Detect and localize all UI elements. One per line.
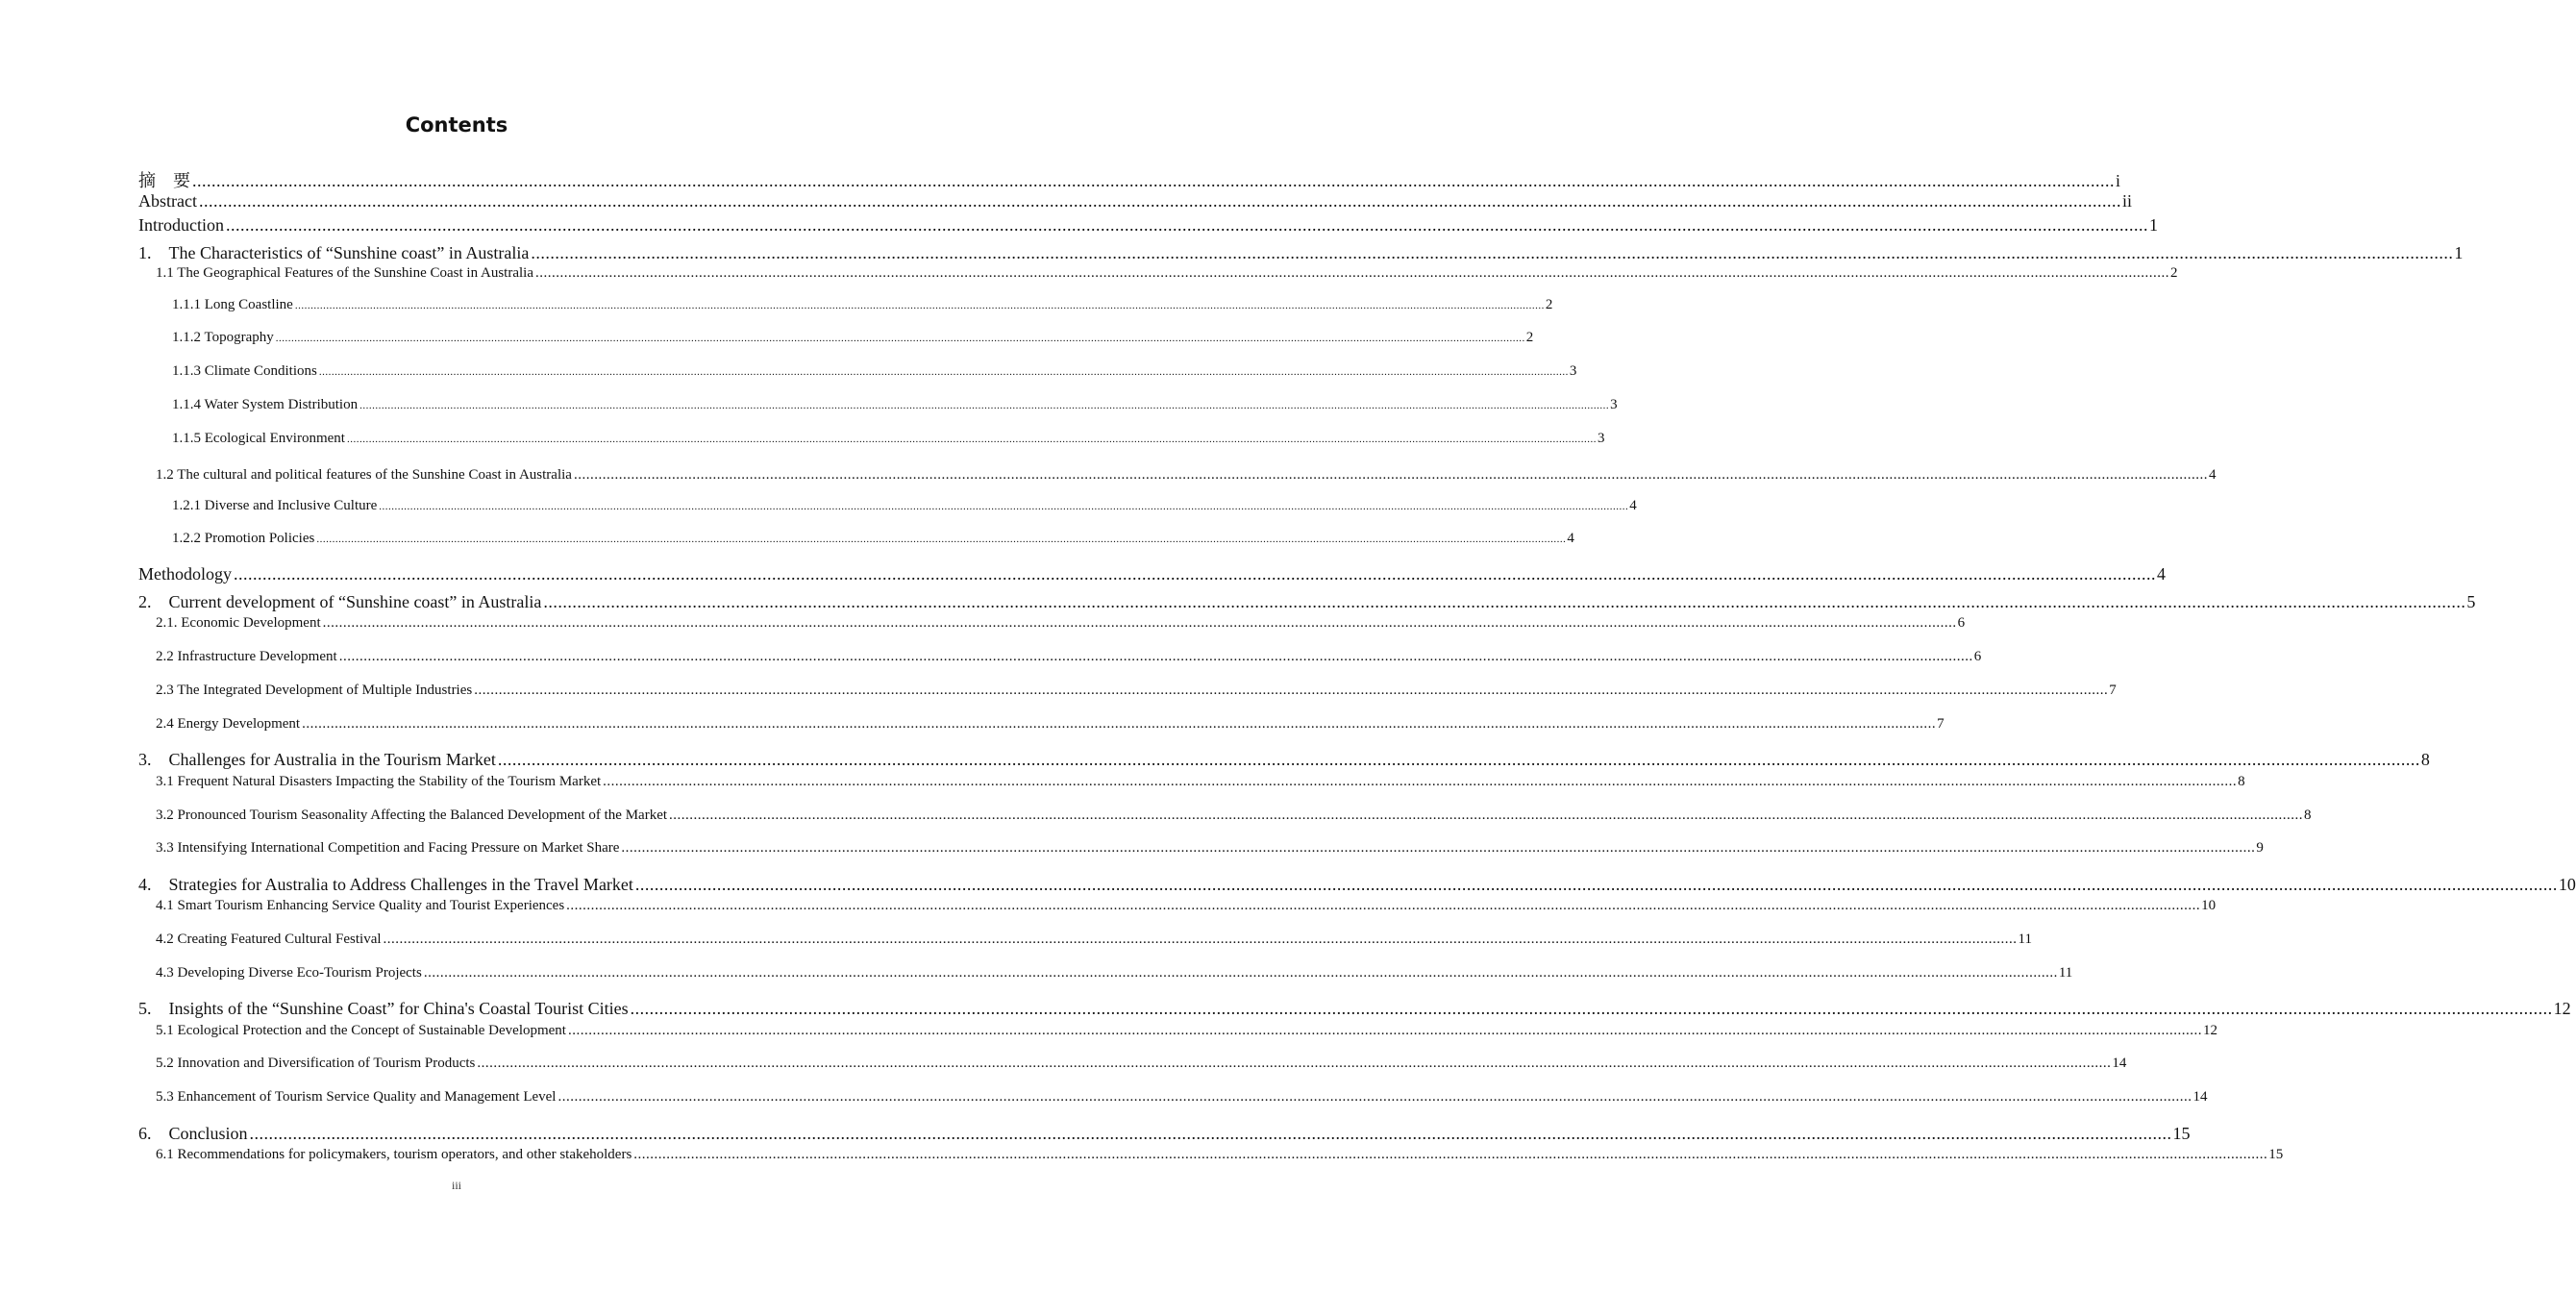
- toc-entry-label: 4.3 Developing Diverse Eco-Tourism Projects: [156, 965, 422, 981]
- toc-leader-dots: ................................................................................................................................................................................................................................................................................................................................................................................................................: [275, 333, 1525, 344]
- toc-entry-page-number: ii: [2121, 191, 2132, 211]
- toc-entry-label: 1.1.2 Topography: [172, 330, 274, 345]
- toc-entry-page-number: 14: [2192, 1089, 2208, 1105]
- toc-entry-label: 6. Conclusion: [138, 1124, 248, 1143]
- toc-leader-dots: ................................................................................................................................................................................................................................................................................................................................................................................................................: [477, 1056, 2112, 1071]
- toc-entry[interactable]: [156, 898, 2217, 914]
- toc-entry-label: 3. Challenges for Australia in the Tourism Market: [138, 750, 496, 769]
- toc-entry[interactable]: [138, 215, 2158, 236]
- contents-title: Contents: [405, 113, 508, 137]
- toc-entry-page-number: 2: [1545, 297, 1553, 312]
- toc-entry[interactable]: [156, 840, 2264, 857]
- toc-entry-label: 3.3 Intensifying International Competition and Facing Pressure on Market Share: [156, 840, 620, 856]
- toc-entry-page-number: 4: [2208, 467, 2217, 483]
- toc-entry-label: 5.3 Enhancement of Tourism Service Quality and Management Level: [156, 1089, 557, 1105]
- toc-entry-label: 6.1 Recommendations for policymakers, tourism operators, and other stakeholders: [156, 1147, 632, 1162]
- toc-entry-label: Methodology: [138, 564, 232, 584]
- toc-entry-page-number: 3: [1610, 397, 1618, 412]
- toc-entry[interactable]: [156, 774, 2245, 790]
- toc-leader-dots: ................................................................................................................................................................................................................................................................................................................................................................................................................: [633, 1147, 2268, 1162]
- toc-entry[interactable]: [138, 871, 2576, 896]
- toc-leader-dots: ................................................................................................................................................................................................................................................................................................................................................................................................................: [566, 898, 2201, 913]
- toc-entry-page-number: 8: [2238, 774, 2245, 789]
- toc-entry[interactable]: [156, 615, 1966, 632]
- toc-entry[interactable]: [172, 397, 1618, 413]
- toc-entry-page-number: 7: [1937, 716, 1944, 732]
- toc-entry-label: Introduction: [138, 215, 224, 235]
- toc-leader-dots: ................................................................................................................................................................................................................................................................................................................................................................................................................: [630, 999, 2553, 1018]
- toc-entry-label: 1.1 The Geographical Features of the Sunshine Coast in Australia: [156, 265, 533, 281]
- toc-leader-dots: ................................................................................................................................................................................................................................................................................................................................................................................................................: [192, 171, 2115, 190]
- toc-leader-dots: ................................................................................................................................................................................................................................................................................................................................................................................................................: [294, 300, 1545, 311]
- toc-leader-dots: ................................................................................................................................................................................................................................................................................................................................................................................................................: [234, 564, 2156, 584]
- toc-entry[interactable]: [172, 363, 1577, 380]
- toc-leader-dots: ................................................................................................................................................................................................................................................................................................................................................................................................................: [198, 191, 2121, 211]
- toc-entry-label: 4.1 Smart Tourism Enhancing Service Quality and Tourist Experiences: [156, 898, 565, 913]
- toc-entry-page-number: 11: [2058, 965, 2073, 981]
- toc-leader-dots: ................................................................................................................................................................................................................................................................................................................................................................................................................: [603, 774, 2238, 789]
- toc-entry-page-number: 4: [1629, 498, 1637, 513]
- toc-leader-dots: ................................................................................................................................................................................................................................................................................................................................................................................................................: [497, 750, 2420, 769]
- toc-leader-dots: ................................................................................................................................................................................................................................................................................................................................................................................................................: [573, 467, 2208, 483]
- toc-entry-page-number: 4: [1567, 531, 1574, 546]
- toc-entry-label: 1. The Characteristics of “Sunshine coast” in Australia: [138, 243, 530, 262]
- toc-entry[interactable]: [156, 965, 2073, 981]
- toc-leader-dots: ................................................................................................................................................................................................................................................................................................................................................................................................................: [322, 615, 1957, 631]
- toc-entry-page-number: 1: [2148, 215, 2158, 235]
- toc-entry[interactable]: [172, 431, 1605, 447]
- toc-leader-dots: ................................................................................................................................................................................................................................................................................................................................................................................................................: [338, 649, 1973, 664]
- toc-entry-label: 2.3 The Integrated Development of Multiple Industries: [156, 683, 473, 698]
- toc-leader-dots: ................................................................................................................................................................................................................................................................................................................................................................................................................: [346, 434, 1597, 445]
- toc-leader-dots: ................................................................................................................................................................................................................................................................................................................................................................................................................: [359, 400, 1610, 411]
- toc-entry-label: 1.1.5 Ecological Environment: [172, 431, 345, 446]
- toc-entry[interactable]: [156, 1147, 2284, 1163]
- toc-leader-dots: ................................................................................................................................................................................................................................................................................................................................................................................................................: [249, 1124, 2172, 1143]
- toc-entry[interactable]: [156, 265, 2178, 282]
- toc-entry-page-number: 11: [2018, 932, 2032, 947]
- toc-leader-dots: ................................................................................................................................................................................................................................................................................................................................................................................................................: [621, 840, 2256, 856]
- toc-entry-page-number: 8: [2304, 808, 2312, 823]
- toc-entry[interactable]: [138, 239, 2464, 264]
- toc-entry-label: 1.2.1 Diverse and Inclusive Culture: [172, 498, 378, 513]
- toc-leader-dots: ................................................................................................................................................................................................................................................................................................................................................................................................................: [557, 1089, 2192, 1105]
- toc-entry[interactable]: [156, 716, 1944, 733]
- toc-entry-label: Abstract: [138, 191, 197, 211]
- toc-entry-label: 2.2 Infrastructure Development: [156, 649, 337, 664]
- toc-entry-label: 1.1.1 Long Coastline: [172, 297, 293, 312]
- toc-entry[interactable]: [156, 1023, 2217, 1039]
- toc-entry-page-number: 3: [1569, 363, 1577, 379]
- toc-entry[interactable]: [156, 467, 2217, 484]
- toc-entry-page-number: 1: [2454, 243, 2464, 262]
- toc-entry[interactable]: [138, 564, 2166, 584]
- toc-entry[interactable]: [172, 531, 1574, 547]
- toc-entry-label: 5. Insights of the “Sunshine Coast” for China's Coastal Tourist Cities: [138, 999, 629, 1018]
- toc-leader-dots: ................................................................................................................................................................................................................................................................................................................................................................................................................: [318, 366, 1569, 378]
- toc-entry-label: 5.2 Innovation and Diversification of Tourism Products: [156, 1056, 476, 1071]
- toc-entry-label: 摘 要: [138, 171, 190, 190]
- toc-entry[interactable]: [138, 588, 2476, 613]
- toc-entry-page-number: 6: [1973, 649, 1982, 664]
- toc-leader-dots: ................................................................................................................................................................................................................................................................................................................................................................................................................: [302, 716, 1937, 732]
- toc-leader-dots: ................................................................................................................................................................................................................................................................................................................................................................................................................: [531, 243, 2454, 262]
- toc-entry[interactable]: [156, 1056, 2127, 1072]
- toc-leader-dots: ................................................................................................................................................................................................................................................................................................................................................................................................................: [669, 808, 2304, 823]
- toc-entry-page-number: 9: [2256, 840, 2264, 856]
- toc-entry-page-number: 7: [2109, 683, 2117, 698]
- toc-entry[interactable]: [156, 1089, 2208, 1106]
- toc-entry-page-number: 8: [2420, 750, 2430, 769]
- toc-leader-dots: ................................................................................................................................................................................................................................................................................................................................................................................................................: [379, 501, 1629, 512]
- toc-entry[interactable]: [138, 1120, 2191, 1145]
- toc-entry[interactable]: [156, 683, 2117, 699]
- toc-entry-label: 1.1.4 Water System Distribution: [172, 397, 359, 412]
- toc-entry-page-number: 2: [1525, 330, 1534, 345]
- toc-entry[interactable]: [138, 167, 2121, 192]
- toc-entry[interactable]: [172, 498, 1637, 514]
- toc-leader-dots: ................................................................................................................................................................................................................................................................................................................................................................................................................: [634, 875, 2558, 894]
- toc-entry-page-number: 14: [2112, 1056, 2127, 1071]
- toc-entry[interactable]: [138, 191, 2132, 211]
- toc-entry-page-number: 15: [2172, 1124, 2191, 1143]
- toc-leader-dots: ................................................................................................................................................................................................................................................................................................................................................................................................................: [316, 534, 1567, 545]
- toc-entry[interactable]: [156, 649, 1982, 665]
- toc-entry-page-number: 10: [2201, 898, 2217, 913]
- toc-entry-label: 3.1 Frequent Natural Disasters Impacting the Stability of the Tourism Market: [156, 774, 602, 789]
- toc-entry-label: 1.2 The cultural and political features of the Sunshine Coast in Australia: [156, 467, 572, 483]
- toc-leader-dots: ................................................................................................................................................................................................................................................................................................................................................................................................................: [543, 592, 2466, 611]
- toc-entry-page-number: 12: [2202, 1023, 2217, 1038]
- toc-entry[interactable]: [156, 808, 2312, 824]
- toc-leader-dots: ................................................................................................................................................................................................................................................................................................................................................................................................................: [423, 965, 2058, 981]
- toc-entry[interactable]: [172, 330, 1534, 346]
- toc-entry-label: 4. Strategies for Australia to Address Challenges in the Travel Market: [138, 875, 633, 894]
- toc-entry-label: 3.2 Pronounced Tourism Seasonality Affecting the Balanced Development of the Market: [156, 808, 668, 823]
- toc-leader-dots: ................................................................................................................................................................................................................................................................................................................................................................................................................: [534, 265, 2169, 281]
- page-number-footer: iii: [451, 1179, 461, 1192]
- toc-entry[interactable]: [172, 297, 1553, 313]
- toc-entry[interactable]: [138, 995, 2571, 1020]
- toc-entry[interactable]: [156, 932, 2032, 948]
- toc-entry-page-number: 3: [1597, 431, 1605, 446]
- toc-entry-page-number: 4: [2157, 564, 2166, 584]
- toc-entry-page-number: 6: [1957, 615, 1966, 631]
- toc-entry-label: 2.1. Economic Development: [156, 615, 321, 631]
- toc-entry-page-number: 2: [2169, 265, 2178, 281]
- toc-entry-label: 2.4 Energy Development: [156, 716, 301, 732]
- toc-entry-page-number: 5: [2466, 592, 2476, 611]
- toc-entry-page-number: 12: [2553, 999, 2571, 1018]
- toc-entry-page-number: 15: [2268, 1147, 2284, 1162]
- toc-entry-page-number: 10: [2558, 875, 2576, 894]
- toc-entry-label: 2. Current development of “Sunshine coast” in Australia: [138, 592, 542, 611]
- toc-entry-label: 5.1 Ecological Protection and the Concept of Sustainable Development: [156, 1023, 566, 1038]
- toc-leader-dots: ................................................................................................................................................................................................................................................................................................................................................................................................................: [567, 1023, 2202, 1038]
- toc-entry-page-number: i: [2116, 171, 2121, 190]
- toc-leader-dots: ................................................................................................................................................................................................................................................................................................................................................................................................................: [474, 683, 2109, 698]
- toc-leader-dots: ................................................................................................................................................................................................................................................................................................................................................................................................................: [225, 215, 2148, 235]
- toc-entry-label: 1.2.2 Promotion Policies: [172, 531, 315, 546]
- toc-entry-label: 4.2 Creating Featured Cultural Festival: [156, 932, 382, 947]
- toc-entry-label: 1.1.3 Climate Conditions: [172, 363, 317, 379]
- toc-leader-dots: ................................................................................................................................................................................................................................................................................................................................................................................................................: [383, 932, 2018, 947]
- toc-entry[interactable]: [138, 746, 2430, 771]
